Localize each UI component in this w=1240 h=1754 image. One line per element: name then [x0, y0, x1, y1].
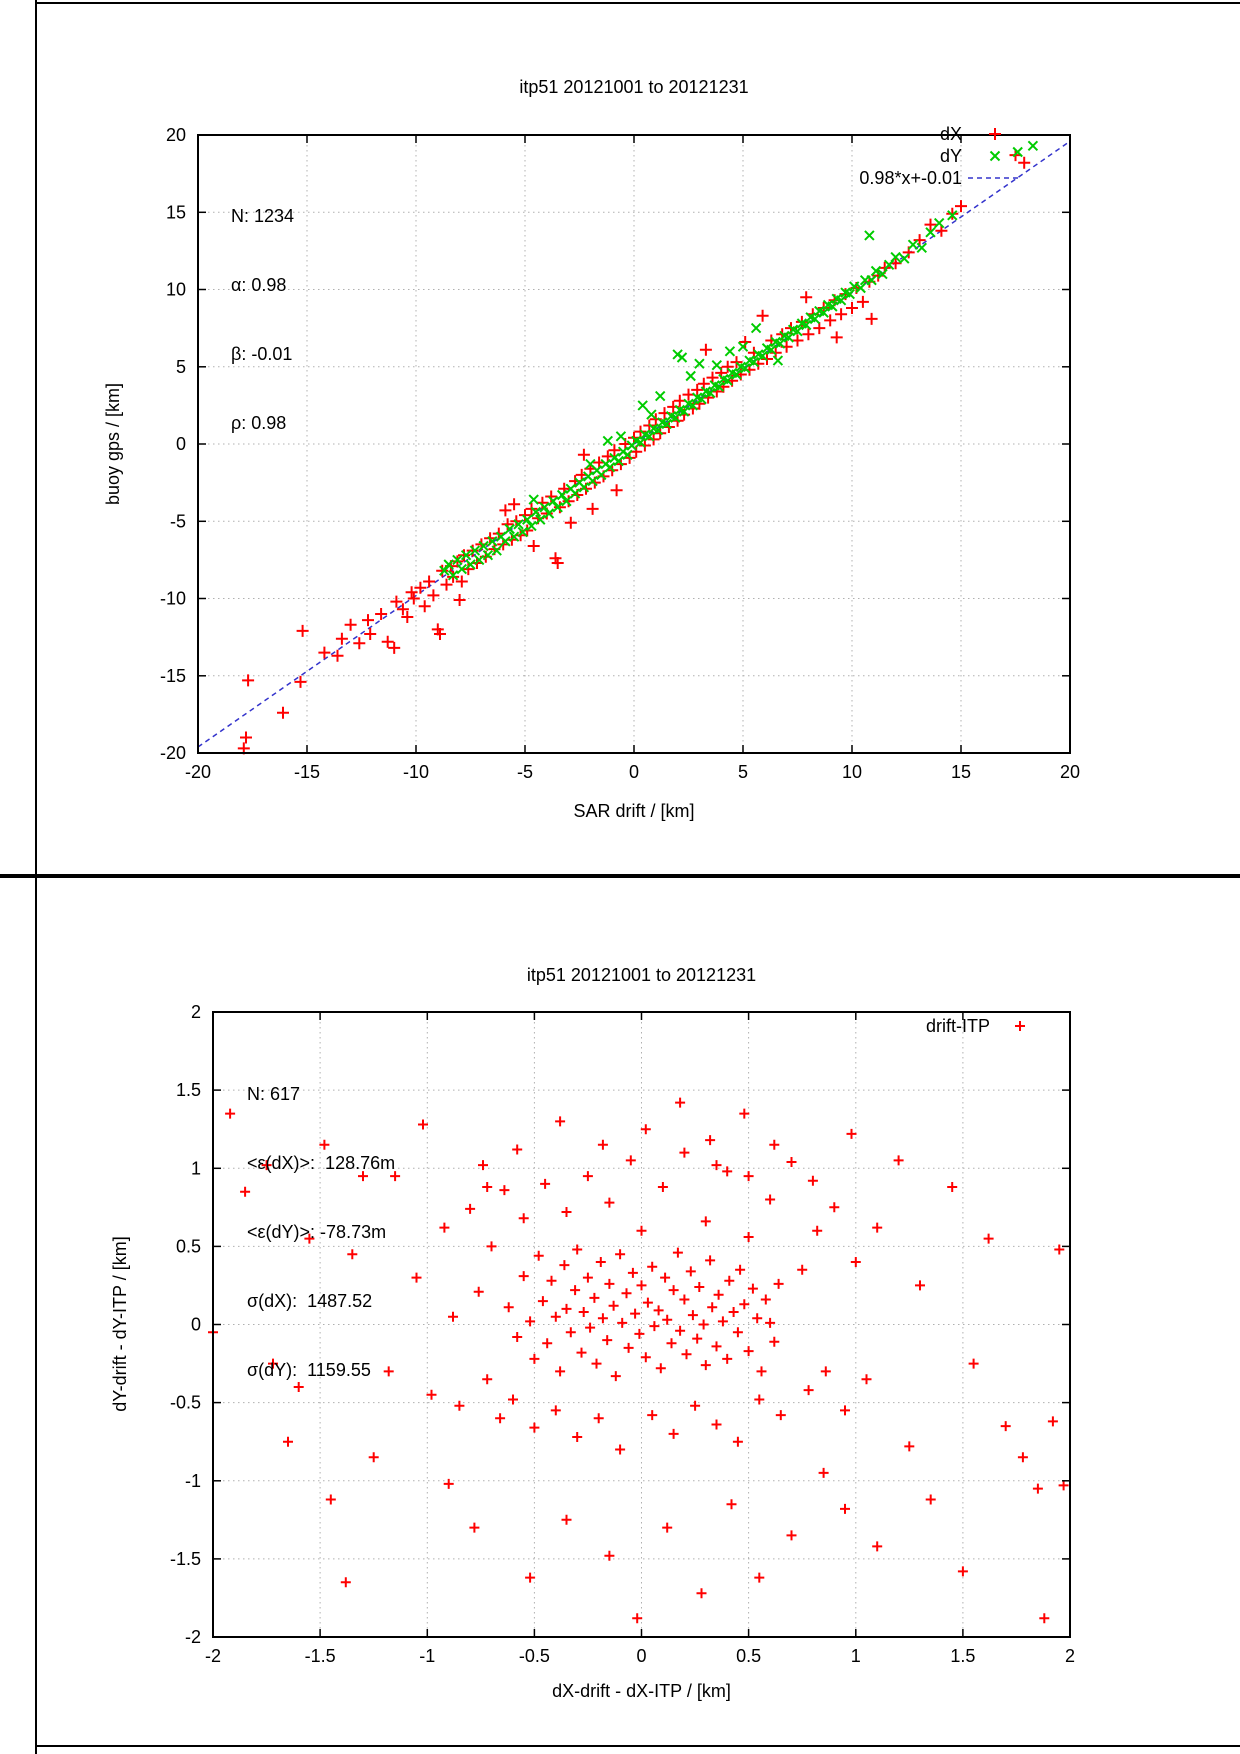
svg-text:1: 1 [850, 1646, 861, 1666]
page-separator [0, 874, 1240, 878]
legend-label-drift-itp: drift-ITP [925, 1016, 990, 1036]
svg-text:-10: -10 [402, 762, 430, 782]
stat-line-rho: ρ: 0.98 [231, 413, 287, 433]
y-axis-label-bottom: dY-drift - dY-ITP / [km] [110, 1236, 130, 1412]
svg-text:-0.5: -0.5 [169, 1392, 201, 1413]
stats-block-bottom [247, 1038, 395, 1427]
svg-text:0: 0 [175, 434, 186, 454]
svg-text:-5: -5 [516, 762, 534, 782]
svg-text:-1.5: -1.5 [304, 1646, 336, 1666]
x-axis-label-bottom: dX-drift - dX-ITP / [km] [552, 1681, 731, 1701]
legend-label-fit: 0.98*x+-0.01 [859, 168, 962, 188]
svg-text:2: 2 [1064, 1646, 1076, 1666]
stat-line-n: N: 617 [247, 1084, 301, 1104]
svg-text:-1: -1 [184, 1470, 201, 1491]
stat-line-eps-dy: <ε(dY)>: -78.73m [247, 1222, 387, 1242]
stat-line-beta: β: -0.01 [231, 344, 293, 364]
svg-text:-2: -2 [204, 1646, 222, 1666]
svg-text:15: 15 [165, 202, 186, 223]
x-axis-label-top: SAR drift / [km] [573, 801, 695, 821]
chart-title-bottom: itp51 20121001 to 20121231 [526, 965, 757, 985]
svg-text:0: 0 [636, 1646, 647, 1666]
svg-text:0.5: 0.5 [736, 1646, 762, 1666]
svg-text:1.5: 1.5 [950, 1646, 976, 1666]
page-bottom-border [35, 1745, 1240, 1747]
svg-text:5: 5 [737, 762, 749, 782]
stat-line-sigma-dx: σ(dX): 1487.52 [247, 1291, 373, 1311]
svg-text:15: 15 [950, 762, 972, 782]
svg-text:0: 0 [628, 762, 640, 782]
stat-line-n: N: 1234 [231, 206, 295, 226]
svg-text:-0.5: -0.5 [518, 1646, 550, 1666]
svg-text:-20: -20 [184, 762, 212, 782]
svg-text:5: 5 [175, 356, 186, 377]
svg-text:-1.5: -1.5 [169, 1548, 201, 1569]
legend-label-dx: dX [939, 124, 962, 144]
svg-text:-10: -10 [159, 588, 186, 609]
svg-text:-15: -15 [159, 665, 186, 686]
svg-text:1: 1 [190, 1158, 201, 1179]
svg-text:-15: -15 [293, 762, 321, 782]
svg-text:20: 20 [165, 125, 186, 145]
svg-text:-2: -2 [184, 1627, 201, 1647]
page-top-border [35, 2, 1240, 4]
svg-text:2: 2 [190, 1002, 201, 1022]
svg-text:10: 10 [165, 279, 186, 300]
svg-text:1.5: 1.5 [175, 1080, 201, 1101]
svg-text:20: 20 [1059, 762, 1081, 782]
stat-line-alpha: α: 0.98 [231, 275, 287, 295]
svg-text:10: 10 [841, 762, 863, 782]
stat-line-eps-dx: <ε(dX)>: 128.76m [247, 1153, 396, 1173]
chart-title-top: itp51 20121001 to 20121231 [519, 77, 749, 97]
y-axis-label-top: buoy gps / [km] [103, 382, 123, 506]
stats-block-top [231, 160, 294, 480]
svg-text:0: 0 [190, 1314, 201, 1335]
stat-line-sigma-dy: σ(dY): 1159.55 [247, 1360, 371, 1380]
svg-text:-5: -5 [169, 511, 186, 532]
legend-label-dy: dY [939, 146, 962, 166]
svg-text:-1: -1 [419, 1646, 436, 1666]
svg-text:0.5: 0.5 [175, 1236, 201, 1257]
svg-text:-20: -20 [159, 743, 186, 763]
